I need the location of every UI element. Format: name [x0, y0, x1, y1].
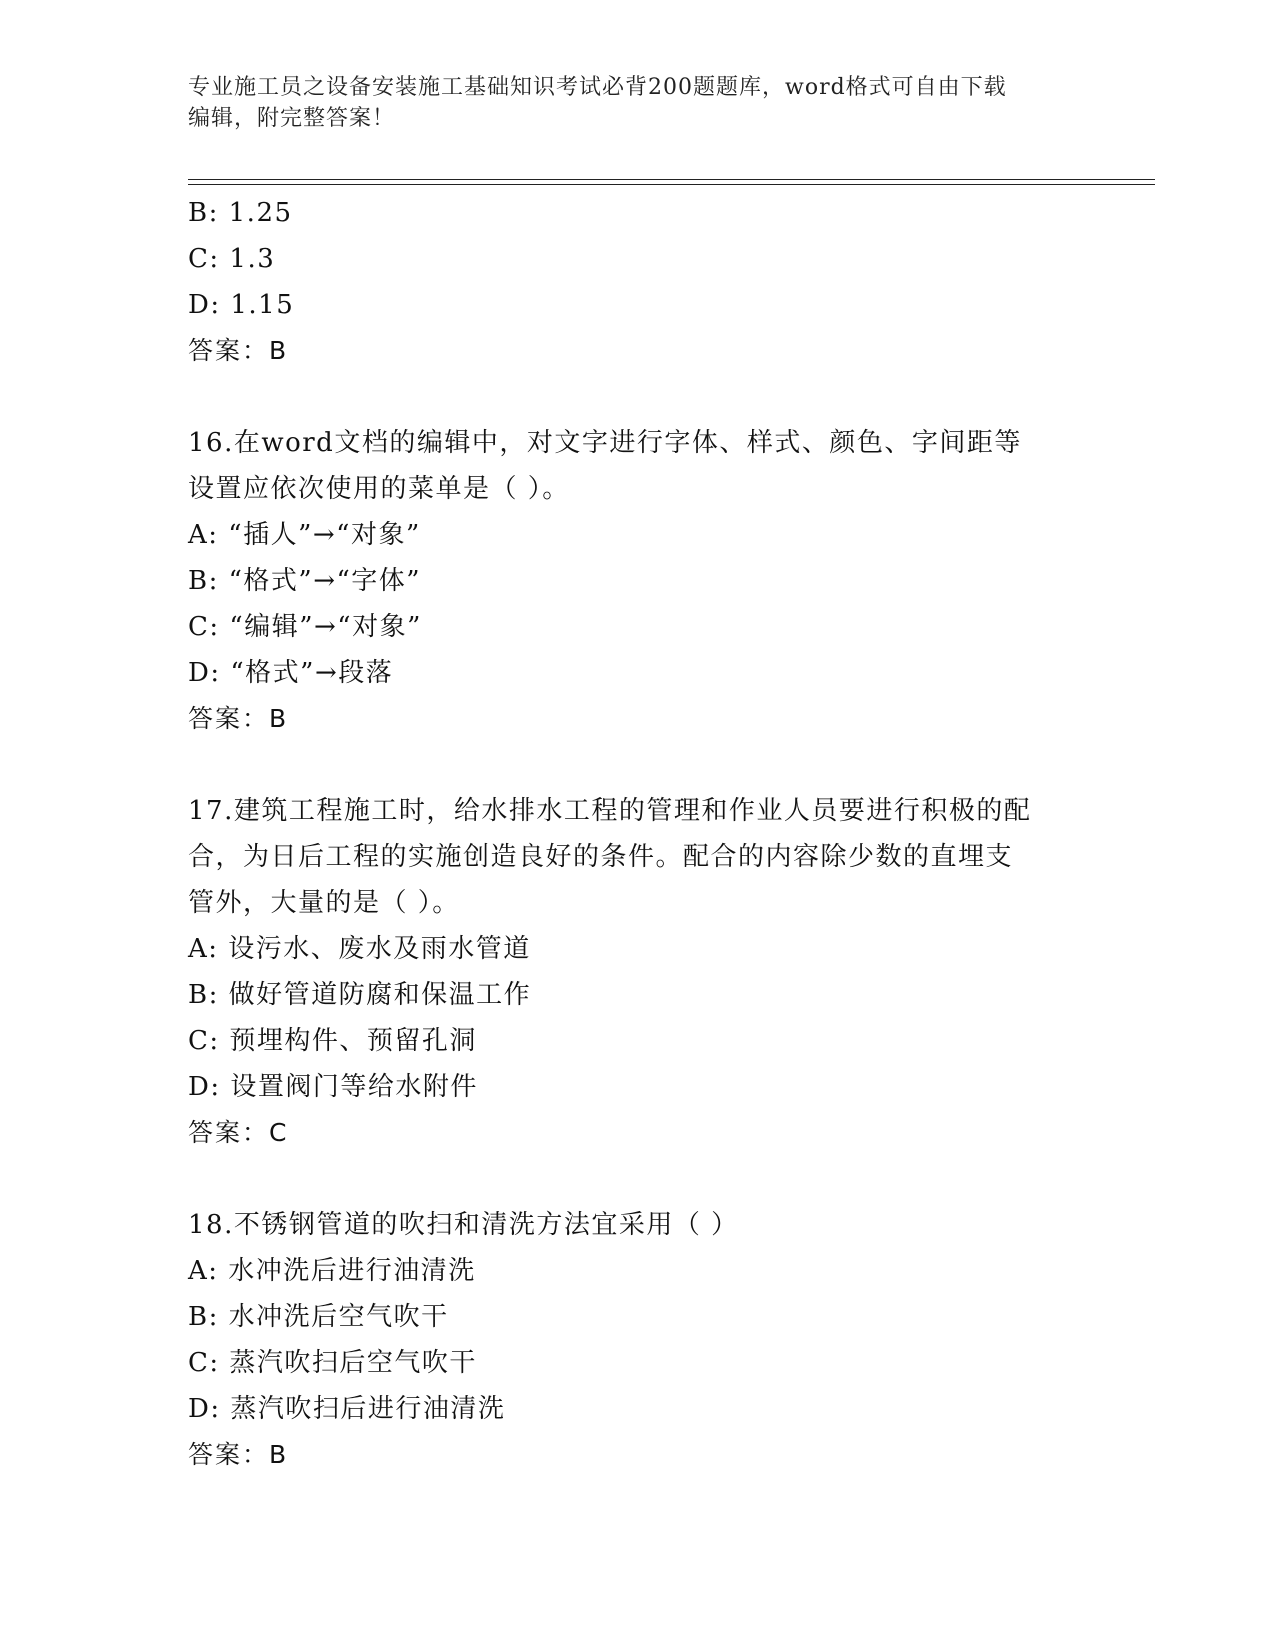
- answer-line: 答案：B: [188, 704, 289, 733]
- question-17: [188, 788, 1088, 1156]
- option-a: A: “插人”→“对象”: [188, 520, 421, 550]
- answer-line: 答案：C: [188, 1118, 289, 1147]
- question-content: [188, 190, 1088, 1524]
- header-title-line-2: 编辑，附完整答案！: [188, 106, 396, 131]
- option-b: B: “格式”→“字体”: [188, 566, 422, 596]
- question-18: [188, 1202, 1088, 1478]
- page-header: [188, 72, 1088, 134]
- question-16: [188, 420, 1088, 742]
- option-d: D: 1.15: [188, 290, 295, 320]
- option-d: D: “格式”→段落: [188, 658, 394, 688]
- option-b: B: 水冲洗后空气吹干: [188, 1302, 449, 1332]
- option-a: A: 设污水、废水及雨水管道: [188, 934, 531, 964]
- option-c: C: 预埋构件、预留孔洞: [188, 1026, 477, 1056]
- question-text-line: 17.建筑工程施工时，给水排水工程的管理和作业人员要进行积极的配: [188, 796, 1032, 826]
- question-text-line: 合，为日后工程的实施创造良好的条件。配合的内容除少数的直埋支: [188, 842, 1014, 872]
- question-15-continuation: [188, 190, 1088, 374]
- option-a: A: 水冲洗后进行油清洗: [188, 1256, 476, 1286]
- header-divider-top: [188, 179, 1155, 180]
- question-text-line: 16.在word文档的编辑中，对文字进行字体、样式、颜色、字间距等: [188, 428, 1022, 458]
- option-d: D: 设置阀门等给水附件: [188, 1072, 478, 1102]
- option-d: D: 蒸汽吹扫后进行油清洗: [188, 1394, 506, 1424]
- header-title-line-1: 专业施工员之设备安装施工基础知识考试必背200题题库，word格式可自由下载: [188, 75, 1007, 100]
- header-divider-bottom: [188, 184, 1155, 185]
- option-c: C: 蒸汽吹扫后空气吹干: [188, 1348, 477, 1378]
- question-text-line: 管外，大量的是（ ）。: [188, 888, 460, 918]
- option-b: B: 做好管道防腐和保温工作: [188, 980, 532, 1010]
- option-c: C: “编辑”→“对象”: [188, 612, 422, 642]
- question-text-line: 设置应依次使用的菜单是（ ）。: [188, 474, 570, 504]
- question-text-line: 18.不锈钢管道的吹扫和清洗方法宜采用（ ）: [188, 1210, 739, 1240]
- option-b: B: 1.25: [188, 198, 293, 228]
- answer-line: 答案：B: [188, 1440, 289, 1469]
- option-c: C: 1.3: [188, 244, 276, 274]
- answer-line: 答案：B: [188, 336, 289, 365]
